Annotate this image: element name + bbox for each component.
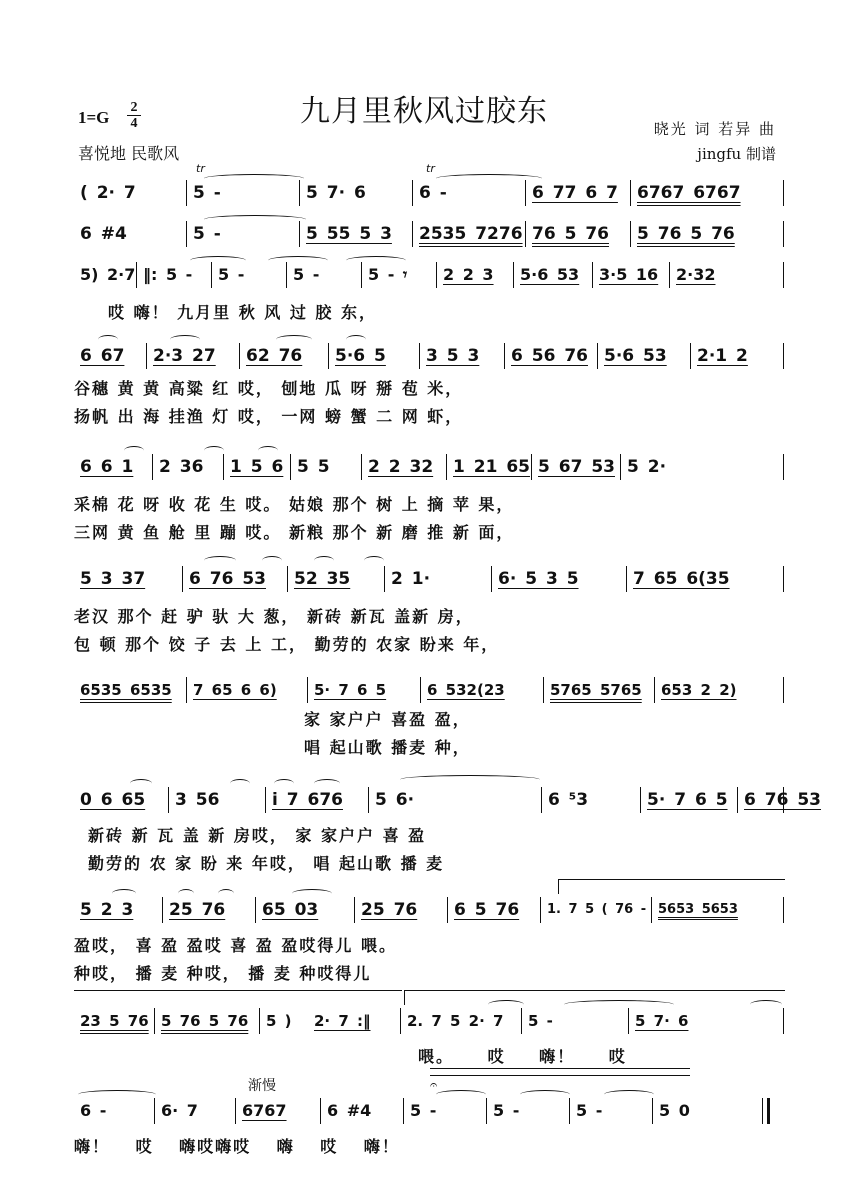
lyric-line-1: 老汉 那个 赶 驴 驮 大 葱， 新砖 新瓦 盖新 房， <box>74 607 474 626</box>
measure: 6 67 <box>80 346 125 366</box>
measure: 5· 7 6 5 <box>640 787 737 813</box>
measure: 76 5 76 <box>525 221 630 247</box>
measure: 5 - <box>569 1098 652 1124</box>
barline <box>783 343 784 369</box>
music-system-5 <box>74 454 784 542</box>
lyric-line-1: 新砖 新 瓦 盖 新 房哎， 家 家户户 喜 盈 <box>88 826 427 845</box>
lyric-line-1: 哎 嗨！ 九月里 秋 风 过 胶 东， <box>108 303 377 322</box>
lyric-line-2: 三网 黄 鱼 舱 里 蹦 哎。 新粮 那个 新 磨 推 新 面， <box>74 523 515 542</box>
measure: 5 3 37 <box>80 569 146 589</box>
measure: 6 56 76 <box>504 343 597 369</box>
measure: 5·6 53 <box>597 343 690 369</box>
measure: 0 6 65 <box>80 790 146 810</box>
lyric-line-1: 家 家户户 喜盈 盈， <box>304 710 471 729</box>
music-system-7 <box>74 677 784 757</box>
measure: 62 76 <box>239 343 328 369</box>
arranger: jingfu 制谱 <box>697 145 776 163</box>
measure: 6 76 53 <box>182 566 287 592</box>
measure: 3·5 16 <box>592 262 669 288</box>
key-signature: 1=G <box>78 108 110 127</box>
measure: 2·32 <box>669 262 752 288</box>
lyric-line-1: 喂。 哎 嗨！ 哎 <box>418 1047 627 1066</box>
measure: 6 - <box>80 1101 107 1120</box>
measure: 5 - 𝄾 <box>361 262 436 288</box>
measure: 5) 2·7 <box>80 265 136 284</box>
measure: 6· 7 <box>154 1098 235 1124</box>
measure: 5 - <box>403 1098 486 1124</box>
measure: 653 2 2) <box>654 677 759 703</box>
fermata-icon: 𝄐 <box>430 1078 438 1093</box>
time-signature-bottom: 4 <box>127 115 141 131</box>
expression-mark: 渐慢 <box>248 1078 276 1094</box>
music-system-2 <box>74 221 784 251</box>
measure: 6 #4 <box>80 224 127 244</box>
lyric-line-1: 嗨！ 哎 嗨哎嗨哎 嗨 哎 嗨！ <box>74 1137 400 1156</box>
measure: 6 - <box>412 180 525 206</box>
measure: 65 03 <box>255 897 354 923</box>
measure: 5 - <box>286 262 361 288</box>
measure: 2 2 3 <box>436 262 513 288</box>
notes-line <box>74 566 745 592</box>
music-system-10 <box>74 1008 784 1066</box>
song-title: 九月里秋风过胶东 <box>300 94 548 129</box>
notes-line <box>74 787 834 813</box>
measure: 5 7· 6 <box>299 180 412 206</box>
measure: 3 56 <box>168 787 265 813</box>
measure: 6 76 53 <box>737 787 834 813</box>
measure: 5 67 53 <box>531 454 620 480</box>
lyric-line-2: 包 顿 那个 饺 子 去 上 工， 勤劳的 农家 盼来 年， <box>74 635 500 654</box>
lyric-line-2: 唱 起山歌 播麦 种， <box>304 738 471 757</box>
measure: 6 5 76 <box>447 897 540 923</box>
measure: 6 77 6 7 <box>525 180 630 206</box>
measure: 5· 7 6 5 <box>307 677 420 703</box>
measure: 5 55 5 3 <box>299 221 412 247</box>
measure: 6 ⁵3 <box>541 787 640 813</box>
measure: 1. 7 5 ( 76 - <box>540 897 651 923</box>
measure: 1 5 6 <box>223 454 290 480</box>
measure: 6· 5 3 5 <box>491 566 626 592</box>
notes-line <box>74 180 743 206</box>
measure: ‖: 5 - <box>136 262 211 288</box>
music-system-9 <box>74 897 784 983</box>
measure: 2 1· <box>384 566 491 592</box>
notes-line <box>74 454 709 480</box>
music-system-4 <box>74 343 784 426</box>
measure: ( 2· 7 <box>80 183 136 203</box>
barline <box>783 787 784 813</box>
music-system-6 <box>74 566 784 654</box>
measure: 3 5 3 <box>419 343 504 369</box>
measure: 6 6 1 <box>80 457 134 477</box>
measure: 2·3 27 <box>146 343 239 369</box>
lyric-line-2: 扬帆 出 海 挂渔 灯 哎， 一网 螃 蟹 二 网 虾， <box>74 407 464 426</box>
measure: 5 7· 6 <box>628 1008 729 1034</box>
measure: 6535 6535 <box>80 681 172 699</box>
measure: 5·6 5 <box>328 343 419 369</box>
measure: 5 6· <box>368 787 541 813</box>
measure: 6767 6767 <box>630 180 743 206</box>
measure: 5 - <box>186 221 299 247</box>
crescendo-hairpin <box>430 1068 690 1076</box>
measure: 52 35 <box>287 566 384 592</box>
lyric-line-2: 勤劳的 农 家 盼 来 年哎， 唱 起山歌 播 麦 <box>88 854 445 873</box>
tie-arc <box>400 775 540 784</box>
time-signature <box>127 100 141 131</box>
barline <box>783 454 784 480</box>
measure: 25 76 <box>162 897 255 923</box>
lyric-line-2: 种哎， 播 麦 种哎， 播 麦 种哎得儿 <box>74 964 372 983</box>
measure: 2. 7 5 2· 7 <box>400 1008 521 1034</box>
notes-line <box>74 262 752 288</box>
volta-bracket-1 <box>558 879 785 894</box>
music-system-8 <box>74 787 821 873</box>
measure: 5 ) <box>259 1008 308 1034</box>
measure: i 7 676 <box>265 787 368 813</box>
notes-line <box>74 677 759 703</box>
measure: 2 2 32 <box>361 454 446 480</box>
barline <box>783 221 784 247</box>
measure: 5 0 <box>652 1098 721 1124</box>
measure: 5 76 5 76 <box>154 1008 259 1034</box>
notes-line <box>74 343 783 369</box>
lyric-line-1: 盈哎， 喜 盈 盈哎 喜 盈 盈哎得儿 喂。 <box>74 936 397 955</box>
notes-line <box>74 1098 721 1124</box>
slur-arc <box>750 1000 782 1009</box>
measure: 2 36 <box>152 454 223 480</box>
measure: 2535 7276 <box>412 221 525 247</box>
measure: 5653 5653 <box>651 897 742 923</box>
notes-line <box>74 897 742 923</box>
measure: 5 2· <box>620 454 709 480</box>
measure: 6767 <box>235 1098 320 1124</box>
slur-arc <box>364 556 384 565</box>
measure: 5 76 5 76 <box>630 221 743 247</box>
measure: 23 5 76 <box>80 1012 149 1030</box>
barline <box>783 677 784 703</box>
credits: 晓光 词 若异 曲 <box>653 120 776 138</box>
slur-arc <box>204 556 236 565</box>
volta-bracket-1-continued <box>74 990 402 1005</box>
measure: 7 65 6(35 <box>626 566 745 592</box>
slur-arc <box>314 556 334 565</box>
measure: 5765 5765 <box>543 677 654 703</box>
measure: 2· 7 :‖ <box>314 1012 371 1030</box>
barline <box>783 897 784 923</box>
trill-mark: tr <box>426 162 435 175</box>
measure: 1 21 65 <box>446 454 531 480</box>
measure: 5 - <box>486 1098 569 1124</box>
measure: 6 532(23 <box>420 677 543 703</box>
measure: 2·1 2 <box>690 343 783 369</box>
measure: 5 2 3 <box>80 900 134 920</box>
trill-mark: tr <box>196 162 205 175</box>
lyric-line-1: 采棉 花 呀 收 花 生 哎。 姑娘 那个 树 上 摘 苹 果， <box>74 495 515 514</box>
music-system-3 <box>74 262 784 322</box>
barline <box>783 262 784 288</box>
measure: 25 76 <box>354 897 447 923</box>
music-system-1 <box>74 162 784 210</box>
notes-line <box>74 221 743 247</box>
tempo-marking: 喜悦地 民歌风 <box>78 144 180 163</box>
measure: 7 65 6 6) <box>186 677 307 703</box>
measure: 5 - <box>211 262 286 288</box>
measure: 5·6 53 <box>513 262 592 288</box>
barline <box>783 566 784 592</box>
measure: 6 #4 <box>320 1098 403 1124</box>
slur-arc <box>262 556 282 565</box>
barline <box>783 1008 784 1034</box>
time-signature-top: 2 <box>130 100 138 115</box>
measure: 5 - <box>521 1008 628 1034</box>
measure: 5 5 <box>290 454 361 480</box>
measure: 5 - <box>186 180 299 206</box>
final-barline <box>762 1098 770 1124</box>
notes-line <box>74 1008 729 1034</box>
barline <box>783 180 784 206</box>
lyric-line-1: 谷穗 黄 黄 高粱 红 哎， 刨地 瓜 呀 掰 苞 米， <box>74 379 464 398</box>
